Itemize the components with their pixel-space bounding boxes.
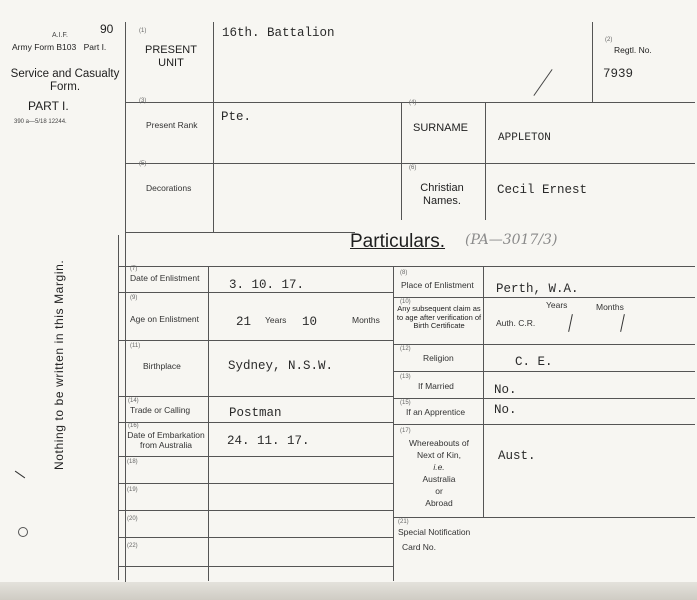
age-months-value: 10 <box>302 315 318 329</box>
left-row-1 <box>118 292 393 293</box>
cr-years-label: Years <box>546 300 568 310</box>
regtl-no-value: 7939 <box>603 67 634 81</box>
married-num: (13) <box>400 374 411 380</box>
right-row-5 <box>393 424 695 425</box>
kin-label-2: Next of Kin, <box>417 450 461 460</box>
field-19-num: (19) <box>127 487 138 493</box>
diagonal-mark <box>533 69 552 96</box>
christian-label: Christian Names. <box>420 182 464 207</box>
grid-col-3 <box>483 266 484 518</box>
kin-label-1: Whereabouts of <box>408 438 469 448</box>
surname-divider-left <box>401 102 402 220</box>
decorations-num: (5) <box>139 161 147 167</box>
part-heading: PART I. <box>28 99 69 113</box>
right-row-2 <box>393 344 695 345</box>
apprentice-value: No. <box>494 403 517 417</box>
kin-label <box>396 437 482 509</box>
kin-label-6: Abroad <box>425 498 453 508</box>
cr-auth-label: Auth. C.R. <box>496 318 536 328</box>
kin-value: Aust. <box>498 449 536 463</box>
age-years-label: Years <box>265 315 287 325</box>
regtl-no-label: Regtl. No. <box>614 45 652 55</box>
enlist-date-value: 3. 10. 17. <box>229 278 305 292</box>
enlist-date-num: (7) <box>130 266 138 272</box>
cr-num: (10) <box>400 299 411 305</box>
kin-label-4: Australia <box>422 474 456 484</box>
religion-num: (12) <box>400 346 411 352</box>
age-years-value: 21 <box>236 315 252 329</box>
place-num: (8) <box>400 270 408 276</box>
main-left-border-inner <box>118 235 119 580</box>
army-form-number: Army Form B103 <box>12 42 77 52</box>
rank-value: Pte. <box>221 110 252 124</box>
surname-label: SURNAME <box>413 122 469 134</box>
kin-num: (17) <box>400 428 411 434</box>
trade-num: (14) <box>128 398 139 404</box>
enlist-date-label: Date of Enlistment <box>130 273 200 283</box>
margin-smudge <box>18 527 28 537</box>
left-row-9 <box>118 566 393 567</box>
margin-mark <box>15 471 25 479</box>
present-unit-label: PRESENT UNIT <box>145 44 197 69</box>
particulars-annotation: (PA—3017/3) <box>465 232 558 248</box>
religion-label: Religion <box>423 353 454 363</box>
field-20-num: (20) <box>127 516 138 522</box>
age-num: (9) <box>130 295 138 301</box>
cr-years-slash <box>568 314 573 332</box>
birthplace-value: Sydney, N.S.W. <box>228 359 334 373</box>
regtl-divider <box>592 22 593 102</box>
special-label-1: Special Notification <box>398 527 471 537</box>
age-label: Age on Enlistment <box>130 314 199 324</box>
apprentice-label: If an Apprentice <box>406 407 466 417</box>
christian-value: Cecil Ernest <box>497 183 588 197</box>
age-months-label: Months <box>352 315 380 325</box>
print-code: 390 a—5/18 12244. <box>14 119 67 125</box>
left-row-2 <box>118 340 393 341</box>
married-label: If Married <box>418 381 454 391</box>
grid-top <box>118 266 695 267</box>
right-row-3 <box>393 371 695 372</box>
place-value: Perth, W.A. <box>496 282 579 296</box>
birthplace-num: (11) <box>130 343 141 349</box>
header-divider <box>213 22 214 232</box>
left-row-3 <box>118 396 393 397</box>
surname-num: (4) <box>409 100 417 106</box>
row-line-3 <box>125 232 355 233</box>
cr-months-label: Months <box>596 302 624 312</box>
aif-label: A.I.F. <box>52 32 68 39</box>
trade-label: Trade or Calling <box>130 405 191 415</box>
page-number: 90 <box>100 22 114 36</box>
cr-label: Any subsequent claim as to age after verification of Birth Certificate <box>396 304 482 330</box>
right-row-6 <box>393 517 695 518</box>
row-line-2 <box>125 163 695 164</box>
left-row-5 <box>118 456 393 457</box>
married-value: No. <box>494 383 517 397</box>
kin-label-3: i.e. <box>433 462 445 472</box>
right-row-1 <box>393 297 695 298</box>
margin-note: Nothing to be written in this Margin. <box>52 259 66 470</box>
embark-num: (16) <box>128 423 139 429</box>
page-bottom-edge <box>0 582 697 600</box>
present-unit-num: (1) <box>139 28 147 34</box>
army-form-label <box>12 42 106 52</box>
main-left-border <box>125 22 126 582</box>
left-row-7 <box>118 510 393 511</box>
special-num: (21) <box>398 519 409 525</box>
left-row-4 <box>118 422 393 423</box>
special-label-2: Card No. <box>402 542 437 552</box>
left-row-8 <box>118 537 393 538</box>
field-22-num: (22) <box>127 543 138 549</box>
surname-divider-right <box>485 102 486 220</box>
form-title-line1: Service and Casualty <box>10 68 120 80</box>
left-row-6 <box>118 483 393 484</box>
rank-num: (3) <box>139 98 147 104</box>
surname-value: APPLETON <box>498 132 551 144</box>
apprentice-num: (15) <box>400 400 411 406</box>
field-18-num: (18) <box>127 459 138 465</box>
cr-months-slash <box>620 314 625 332</box>
embark-label: Date of Embarkation from Australia <box>127 430 205 450</box>
form-title-line2: Form. <box>49 81 81 93</box>
kin-label-5: or <box>435 486 443 496</box>
form-title <box>5 68 125 94</box>
religion-value: C. E. <box>515 355 553 369</box>
part-label: Part I. <box>83 42 107 52</box>
particulars-heading: Particulars. <box>350 231 446 252</box>
right-row-4 <box>393 398 695 399</box>
embark-value: 24. 11. 17. <box>227 434 310 448</box>
birthplace-label: Birthplace <box>143 361 181 371</box>
regtl-no-num: (2) <box>605 37 613 43</box>
decorations-label: Decorations <box>146 183 192 193</box>
christian-num: (6) <box>409 165 417 171</box>
present-unit-value: 16th. Battalion <box>222 26 335 40</box>
grid-col-1 <box>208 266 209 581</box>
rank-label: Present Rank <box>146 120 198 130</box>
trade-value: Postman <box>229 406 282 420</box>
place-label: Place of Enlistment <box>401 280 474 290</box>
